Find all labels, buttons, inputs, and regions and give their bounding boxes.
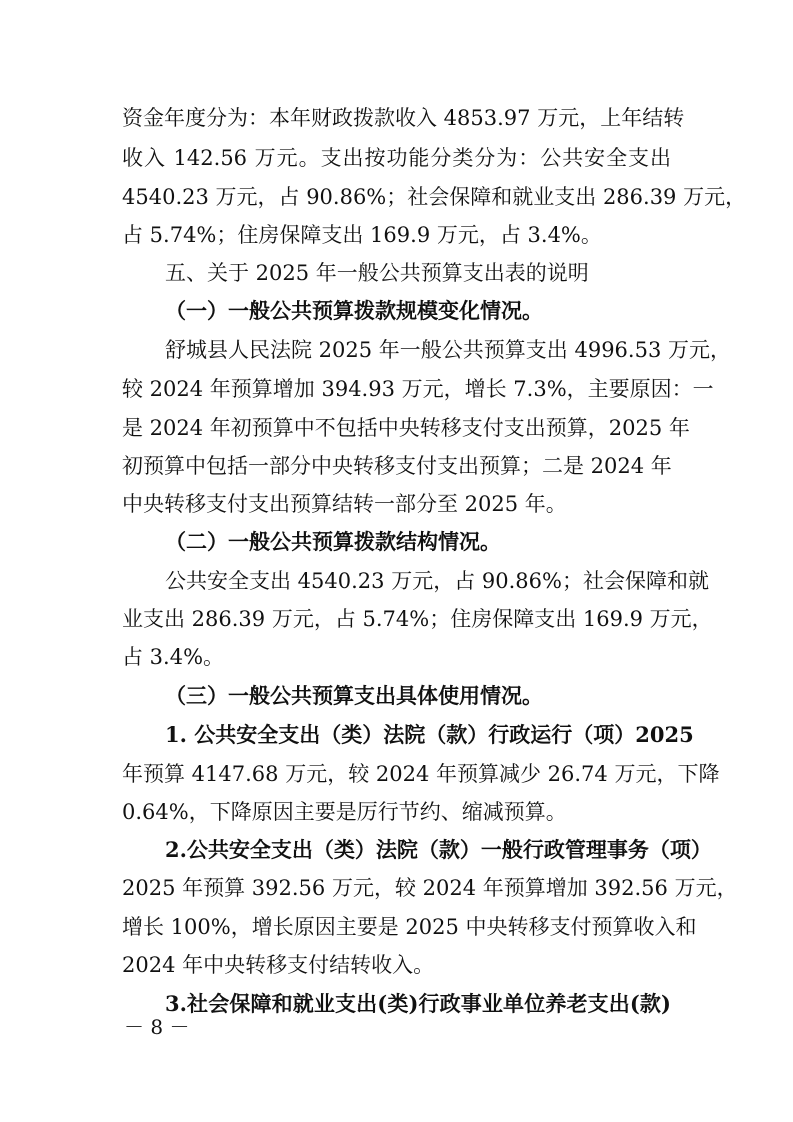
- body-line-14: 业支出 286.39 万元，占 5.74%；住房保障支出 169.9 万元，: [122, 607, 713, 631]
- body-line-1: 资金年度分为：本年财政拨款收入 4853.97 万元，上年结转: [122, 106, 685, 130]
- item-1-line-1: 1. 公共安全支出（类）法院（款）行政运行（项）2025: [165, 722, 694, 747]
- item-2-line-2: 2025 年预算 392.56 万元，较 2024 年预算增加 392.56 万元，: [122, 876, 738, 900]
- body-line-8: 较 2024 年预算增加 394.93 万元，增长 7.3%，主要原因：一: [122, 377, 714, 401]
- item-1-line-2: 年预算 4147.68 万元，较 2024 年预算减少 26.74 万元，下降: [122, 762, 720, 786]
- section-heading-5: 五、关于 2025 年一般公共预算支出表的说明: [165, 261, 589, 285]
- subheading-1: （一）一般公共预算拨款规模变化情况。: [165, 298, 543, 323]
- body-line-3: 4540.23 万元，占 90.86%；社会保障和就业支出 286.39 万元，: [122, 185, 747, 209]
- body-line-4: 占 5.74%；住房保障支出 169.9 万元，占 3.4%。: [122, 223, 602, 247]
- item-2-line-1: 2.公共安全支出（类）法院（款）一般行政管理事务（项）: [165, 837, 712, 862]
- subheading-3: （三）一般公共预算支出具体使用情况。: [165, 683, 543, 708]
- body-line-2: 收入 142.56 万元。支出按功能分类分为：公共安全支出: [122, 146, 671, 170]
- body-line-11: 中央转移支付支出预算结转一部分至 2025 年。: [122, 492, 567, 516]
- body-line-10: 初预算中包括一部分中央转移支付支出预算；二是 2024 年: [122, 454, 672, 478]
- item-2-line-3: 增长 100%，增长原因主要是 2025 中央转移支付预算收入和: [122, 915, 697, 939]
- item-2-line-4: 2024 年中央转移支付结转收入。: [122, 953, 435, 977]
- page-number: － 8 －: [124, 1015, 190, 1039]
- subheading-2: （二）一般公共预算拨款结构情况。: [165, 529, 501, 554]
- item-3-line-1: 3.社会保障和就业支出(类)行政事业单位养老支出(款): [165, 991, 671, 1016]
- body-line-7: 舒城县人民法院 2025 年一般公共预算支出 4996.53 万元，: [165, 338, 731, 362]
- item-1-line-3: 0.64%，下降原因主要是厉行节约、缩减预算。: [122, 800, 567, 824]
- body-line-15: 占 3.4%。: [122, 645, 225, 669]
- body-line-9: 是 2024 年初预算中不包括中央转移支付支出预算，2025 年: [122, 416, 690, 440]
- body-line-13: 公共安全支出 4540.23 万元，占 90.86%；社会保障和就: [165, 569, 709, 593]
